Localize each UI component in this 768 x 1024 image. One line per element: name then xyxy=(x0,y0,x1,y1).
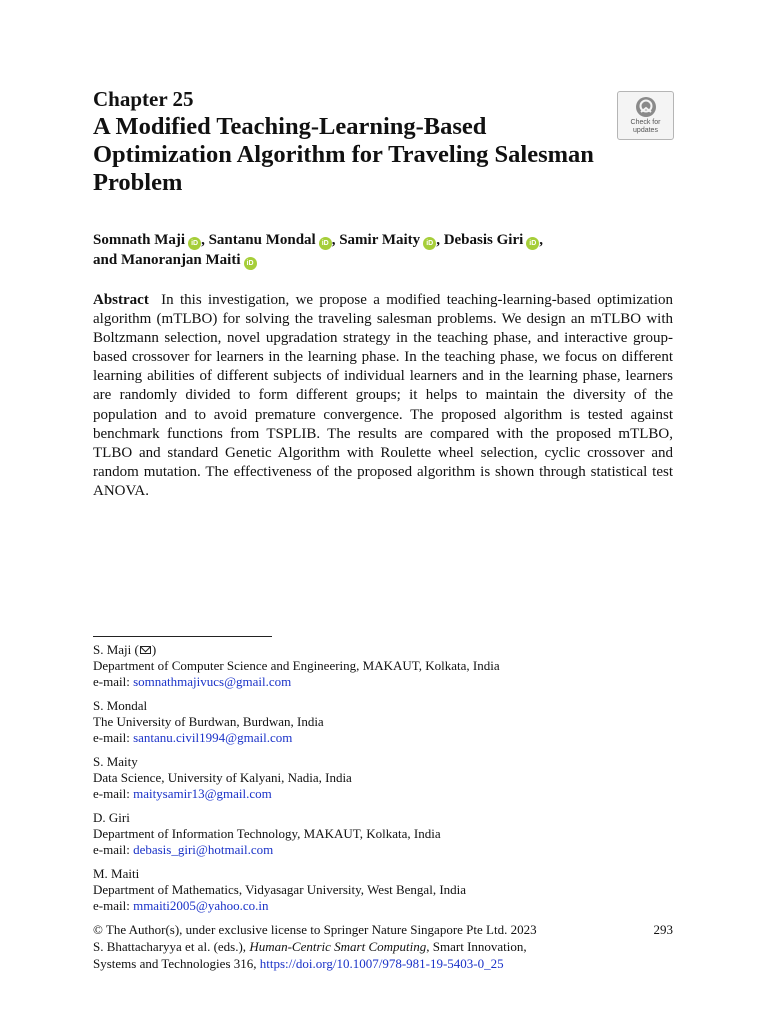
affiliation-block xyxy=(93,698,673,746)
author-conjunction: and xyxy=(93,252,118,268)
check-for-updates-icon xyxy=(635,96,657,118)
paper-page xyxy=(93,0,673,1024)
abstract xyxy=(93,291,673,501)
affiliation-dept: The University of Burdwan, Burdwan, India xyxy=(93,714,324,729)
email-prefix: e-mail: xyxy=(93,730,134,745)
affiliation-dept: Department of Information Technology, MAKAUT, Kolkata, India xyxy=(93,826,441,841)
doi-link[interactable]: https://doi.org/10.1007/978-981-19-5403-0_25 xyxy=(259,956,504,971)
footnote-divider xyxy=(93,636,272,637)
editors-text: S. Bhattacharyya et al. (eds.), xyxy=(93,939,250,954)
author-name: Somnath Maji xyxy=(93,232,186,248)
email-link[interactable]: debasis_giri@hotmail.com xyxy=(133,842,274,857)
copyright-line: © The Author(s), under exclusive license to Springer Nature Singapore Pte Ltd. 2023 xyxy=(93,922,537,937)
orcid-icon[interactable]: iD xyxy=(526,237,539,250)
book-title: Human-Centric Smart Computing xyxy=(249,939,427,954)
email-link[interactable]: mmaiti2005@yahoo.co.in xyxy=(133,898,269,913)
abstract-text: In this investigation, we propose a modified teaching-learning-based optimization algorithm (mTLBO) for solving the traveling salesman problems. We design an mTLBO with Boltzmann selection, novel upgradation strategy in the teaching phase, and interactive group-based crossover for learners in the learning phase. In the teaching phase, we focus on different learning abilities of different subjects of individual learners and in the learning phase, learners are randomly divided to form different groups; it helps to maintain the diversity of the population and to avoid premature convergence. The proposed algorithm is tested against benchmark functions from TSPLIB. The results are compared with the proposed mTLBO, TLBO and standard Genetic Algorithm with Roulette wheel selection, cyclic crossover and random mutation. The effectiveness of the proposed algorithm is shown through statistical test ANOVA. xyxy=(93,292,673,499)
chapter-title: A Modified Teaching-Learning-Based Optimization Algorithm for Traveling Salesman Problem xyxy=(93,113,594,196)
email-prefix: e-mail: xyxy=(93,786,134,801)
affiliation-name: S. Maji ( xyxy=(93,642,139,657)
author-name: Santanu Mondal xyxy=(208,232,316,248)
author-name: Debasis Giri xyxy=(443,232,524,248)
page-number: 293 xyxy=(653,922,673,937)
author-list: Somnath Maji iD , Santanu Mondal iD , Samir Maity iD , Debasis Giri iD , and Manoranjan Maiti iD xyxy=(93,232,544,268)
affiliation-block xyxy=(93,754,673,802)
abstract-label: Abstract xyxy=(93,292,149,308)
affiliation-name: M. Maiti xyxy=(93,866,140,881)
series-text-cont: Systems and Technologies 316, xyxy=(93,956,260,971)
email-prefix: e-mail: xyxy=(93,842,134,857)
affiliation-block xyxy=(93,810,673,858)
affiliations xyxy=(93,642,673,922)
email-link[interactable]: maitysamir13@gmail.com xyxy=(133,786,272,801)
affiliation-dept: Data Science, University of Kalyani, Nadia, India xyxy=(93,770,352,785)
chapter-label: Chapter 25 xyxy=(93,87,194,111)
affiliation-dept: Department of Mathematics, Vidyasagar University, West Bengal, India xyxy=(93,882,467,897)
affiliation-block xyxy=(93,866,673,914)
affiliation-name-suffix: ) xyxy=(151,642,157,657)
affiliation-name: S. Maity xyxy=(93,754,138,769)
email-link[interactable]: santanu.civil1994@gmail.com xyxy=(133,730,293,745)
email-prefix: e-mail: xyxy=(93,898,134,913)
affiliation-block xyxy=(93,642,673,690)
citation-footer xyxy=(93,921,673,972)
orcid-icon[interactable]: iD xyxy=(188,237,201,250)
affiliation-name: S. Mondal xyxy=(93,698,148,713)
email-prefix: e-mail: xyxy=(93,674,134,689)
affiliation-dept: Department of Computer Science and Engineering, MAKAUT, Kolkata, India xyxy=(93,658,500,673)
author-name: Manoranjan Maiti xyxy=(120,252,241,268)
orcid-icon[interactable]: iD xyxy=(244,257,257,270)
envelope-icon xyxy=(140,646,151,654)
series-text: , Smart Innovation, xyxy=(426,939,527,954)
orcid-icon[interactable]: iD xyxy=(319,237,332,250)
author-name: Samir Maity xyxy=(339,232,421,248)
email-link[interactable]: somnathmajivucs@gmail.com xyxy=(133,674,292,689)
badge-line-2: updates xyxy=(633,127,658,134)
check-for-updates-badge[interactable] xyxy=(617,91,674,140)
orcid-icon[interactable]: iD xyxy=(423,237,436,250)
badge-line-1: Check for xyxy=(630,119,661,126)
affiliation-name: D. Giri xyxy=(93,810,130,825)
